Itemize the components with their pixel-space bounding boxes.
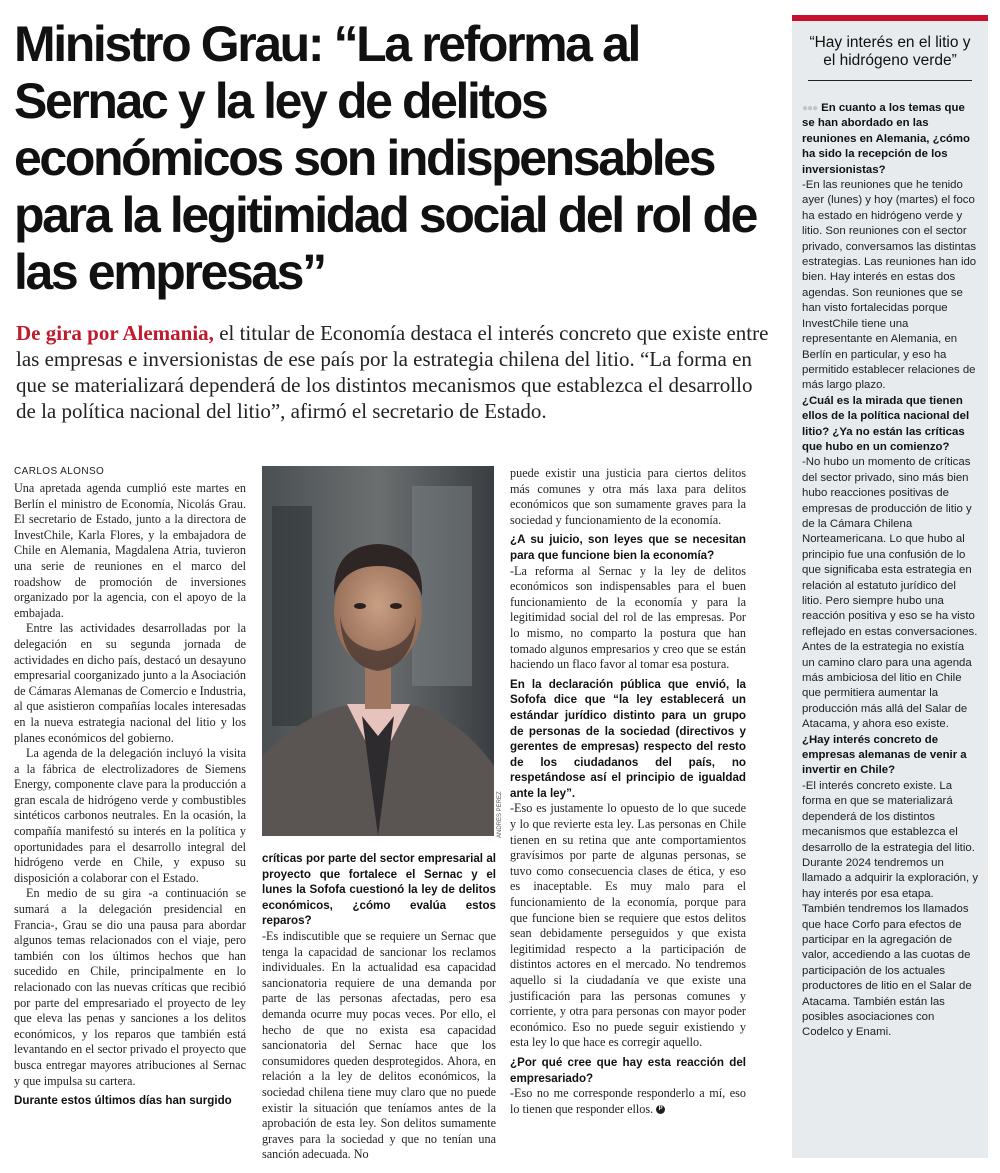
interview-answer: -Eso es justamente lo opuesto de lo que sucede y lo que revierte esta ley. Las personas en Chile tienen en su retina que ante comportamientos gravísimos por parte de algunas personas, se tuvo como consecuencia clases de ética, y eso es inaceptable. Es muy malo para el funcionamiento de la economía, porque para que funcione bien se requiere que estos delitos sean debidamente perseguidos y que exista legitimidad respecto a la participación de distintos actores en el mercado. No tendremos aquello si la ciudadanía ve que existe una justificación para las personas comunes y corriente, y otra para personas con mayor poder económico. Eso no puede seguir existiendo y esta ley lo que hace es corregir aquello. [510,801,746,1050]
sidebar-answer: -No hubo un momento de críticas del sector privado, sino más bien hubo reacciones positivas de empresas de producción de litio y de la Cámara Chilena Norteamericana. Lo que hubo al principio fue una confusión de lo que significaba esta estrategia en relación al estatuto jurídico del litio. Pero siempre hubo una reacción positiva y eso se ha visto reflejado en estas conversaciones. Antes de la estrategia no existía un camino claro para una agenda más ambiciosa del litio en Chile que permitiera aumentar la producción más allá del Salar de Atacama, y ahora eso existe. [802,456,978,731]
interview-question: En la declaración pública que envió, la Sofofa dice que “la ley establecerá un estándar jurídico distinto para un grupo de personas de la sociedad (directivos y gerentes de empresas) respecto del resto de los ciudadanos del país, no respetándose así el principio de igualdad ante la ley”. [510,677,746,800]
interview-answer [510,1086,746,1117]
portrait-illustration [262,466,494,836]
body-column-1 [14,481,246,1109]
photo-credit: ANDRÉS PÉREZ [497,791,503,838]
sidebar-interview [792,15,988,1158]
interview-question: ¿Por qué cree que hay esta reacción del empresariado? [510,1055,746,1085]
interview-question: ¿A su juicio, son leyes que se necesitan para que funcione bien la economía? [510,533,746,562]
sidebar-body [802,101,978,1041]
dots-icon: ●●● [802,103,818,114]
body-paragraph: Una apretada agenda cumplió este martes en Berlín el ministro de Economía, Nicolás Grau. El secretario de Estado, junto a la directora de InvestChile, Karla Flores, y la embajadora de Chile en Alemania, Magdalena Atria, tuvieron una serie de reuniones en el marco del roadshow de promoción de inversiones organizado por la agencia, con el apoyo de la embajada. [14,481,246,620]
sidebar-question: ¿Hay interés concreto de empresas alemanas de venir a invertir en Chile? [802,733,967,777]
sidebar-title: “Hay interés en el litio y el hidrógeno verde” [808,34,972,81]
portrait-photo [262,466,494,836]
end-mark-icon: P [656,1105,665,1114]
interview-answer: -Es indiscutible que se requiere un Sernac que tenga la capacidad de sancionar los reclamos individuales. En la actualidad esa capacidad sancionatoria requiere de una demanda por parte de las personas afectadas, pero esa demanda ocurre muy pocas veces. Por ello, el hecho de que no exista esa capacidad sancionatoria del Sernac hace que los consumidores queden desprotegidos. Ahora, en relación a la ley de delitos económicos, la sociedad chilena tiene muy claro que no puede existir la situación que teníamos antes de la aprobación de esta ley. Son delitos sumamente graves para la sociedad y que no tenían una sanción adecuada. No [262,928,496,1162]
body-paragraph: En medio de su gira -a continuación se sumará a la delegación presidencial en Francia-, Grau se dio una pausa para abordar algunos temas relacionados con el viaje, pero también con los últimos hechos que han sucedido en Chile, principalmente en lo relacionado con las nuevas críticas que recibió por parte del empresariado el proyecto de ley que eleva las penas y sanciones a los delitos económicos, y los reparos que también está levantando en el sector privado el proyecto que busca entregar mayores atribuciones al Sernac y que impulsa su cartera. [14,886,246,1088]
interview-answer: -La reforma al Sernac y la ley de delitos económicos son indispensables para el buen funcionamiento de la economía y para la legitimidad social del rol de las empresas. Por lo mismo, no comparto la postura que han tomado algunos empresarios y creo que se están haciendo un flaco favor al tomar esa postura. [510,563,746,672]
body-column-2 [262,851,496,1163]
deck-text: el titular de Economía destaca el interés concreto que existe entre las empresas e inversionistas de ese país por la estrategia chilena del litio. “La forma en que se materializará dependerá de los distintos mecanismos que establezca el desarrollo de la política nacional del litio”, afirmó el secretario de Estado. [16,321,769,423]
article-deck [16,320,776,424]
final-answer-text: -Eso no me corresponde responderlo a mí, eso lo tienen que responder ellos. [510,1086,746,1116]
sidebar-question: ¿Cuál es la mirada que tienen ellos de la política nacional del litio? ¿Ya no están las críticas que hubo en un comienzo? [802,394,970,453]
deck-lead: De gira por Alemania, [16,321,214,345]
body-paragraph: Entre las actividades desarrolladas por la delegación en su segunda jornada de actividades en dicho país, destacó un desayuno empresarial coorganizado junto a la Asociación de Cámaras Alemanas de Comercio e Industria, al que asistieron compañías locales interesadas en la nueva estrategia nacional del litio y los planes económicos del gobierno. [14,621,246,745]
sidebar-question-text: En cuanto a los temas que se han abordado en las reuniones en Alemania, ¿cómo ha sido la recepción de los inversionistas? [802,102,970,176]
body-paragraph: La agenda de la delegación incluyó la visita a la fábrica de electrolizadores de Siemens Energy, componente clave para la producción a gran escala de hidrógeno verde y combustibles sintéticos carbonos neutrales. En la ocasión, la compañía manifestó su interés en la política y oportunidades para el desarrollo integral del hidrógeno verde en Chile, y expuso su disposición a colaborar con el Estado. [14,746,246,885]
sidebar-answer: -El interés concreto existe. La forma en que se materializará dependerá de los distintos mecanismos que establezca el desarrollo de la estrategia del litio. Durante 2024 tendremos un llamado a adquirir la exploración, y hay interés por esa etapa. También tendremos los llamados que hace Corfo para efectos de participar en la agregación de valor, accediendo a las cuotas de participación de los actuales productores de litio en el Salar de Atacama. También están las posibles asociaciones con Codelco y Enami. [802,779,979,1039]
interview-question: Durante estos últimos días han surgido [14,1094,232,1108]
article-headline: Ministro Grau: “La reforma al Sernac y la ley de delitos económicos son indispensables para la legitimidad social del rol de las empresas” [14,16,757,300]
sidebar-question [802,101,978,178]
body-paragraph: puede existir una justicia para ciertos delitos más comunes y otra más laxa para delitos económicos que son sumamente graves para la sociedad y funcionamiento de la economía. [510,466,746,527]
body-column-3 [510,466,746,1117]
sidebar-answer: -En las reuniones que he tenido ayer (lunes) y hoy (martes) el foco ha estado en hidrógeno verde y litio. Son reuniones con el sector privado, conversamos las distintas estrategias. Las reuniones han ido bien. Hay interés en estas dos agendas. Son reuniones que se han visto fortalecidas porque InvestChile tiene una representante en Alemania, en Berlín en particular, y eso ha permitido establecer relaciones de más largo plazo. [802,179,977,392]
interview-question: críticas por parte del sector empresarial al proyecto que fortalece el Sernac y el lunes la Sofofa cuestionó la ley de delitos económicos, ¿cómo evalúa estos reparos? [262,852,496,928]
byline: CARLOS ALONSO [14,466,105,477]
